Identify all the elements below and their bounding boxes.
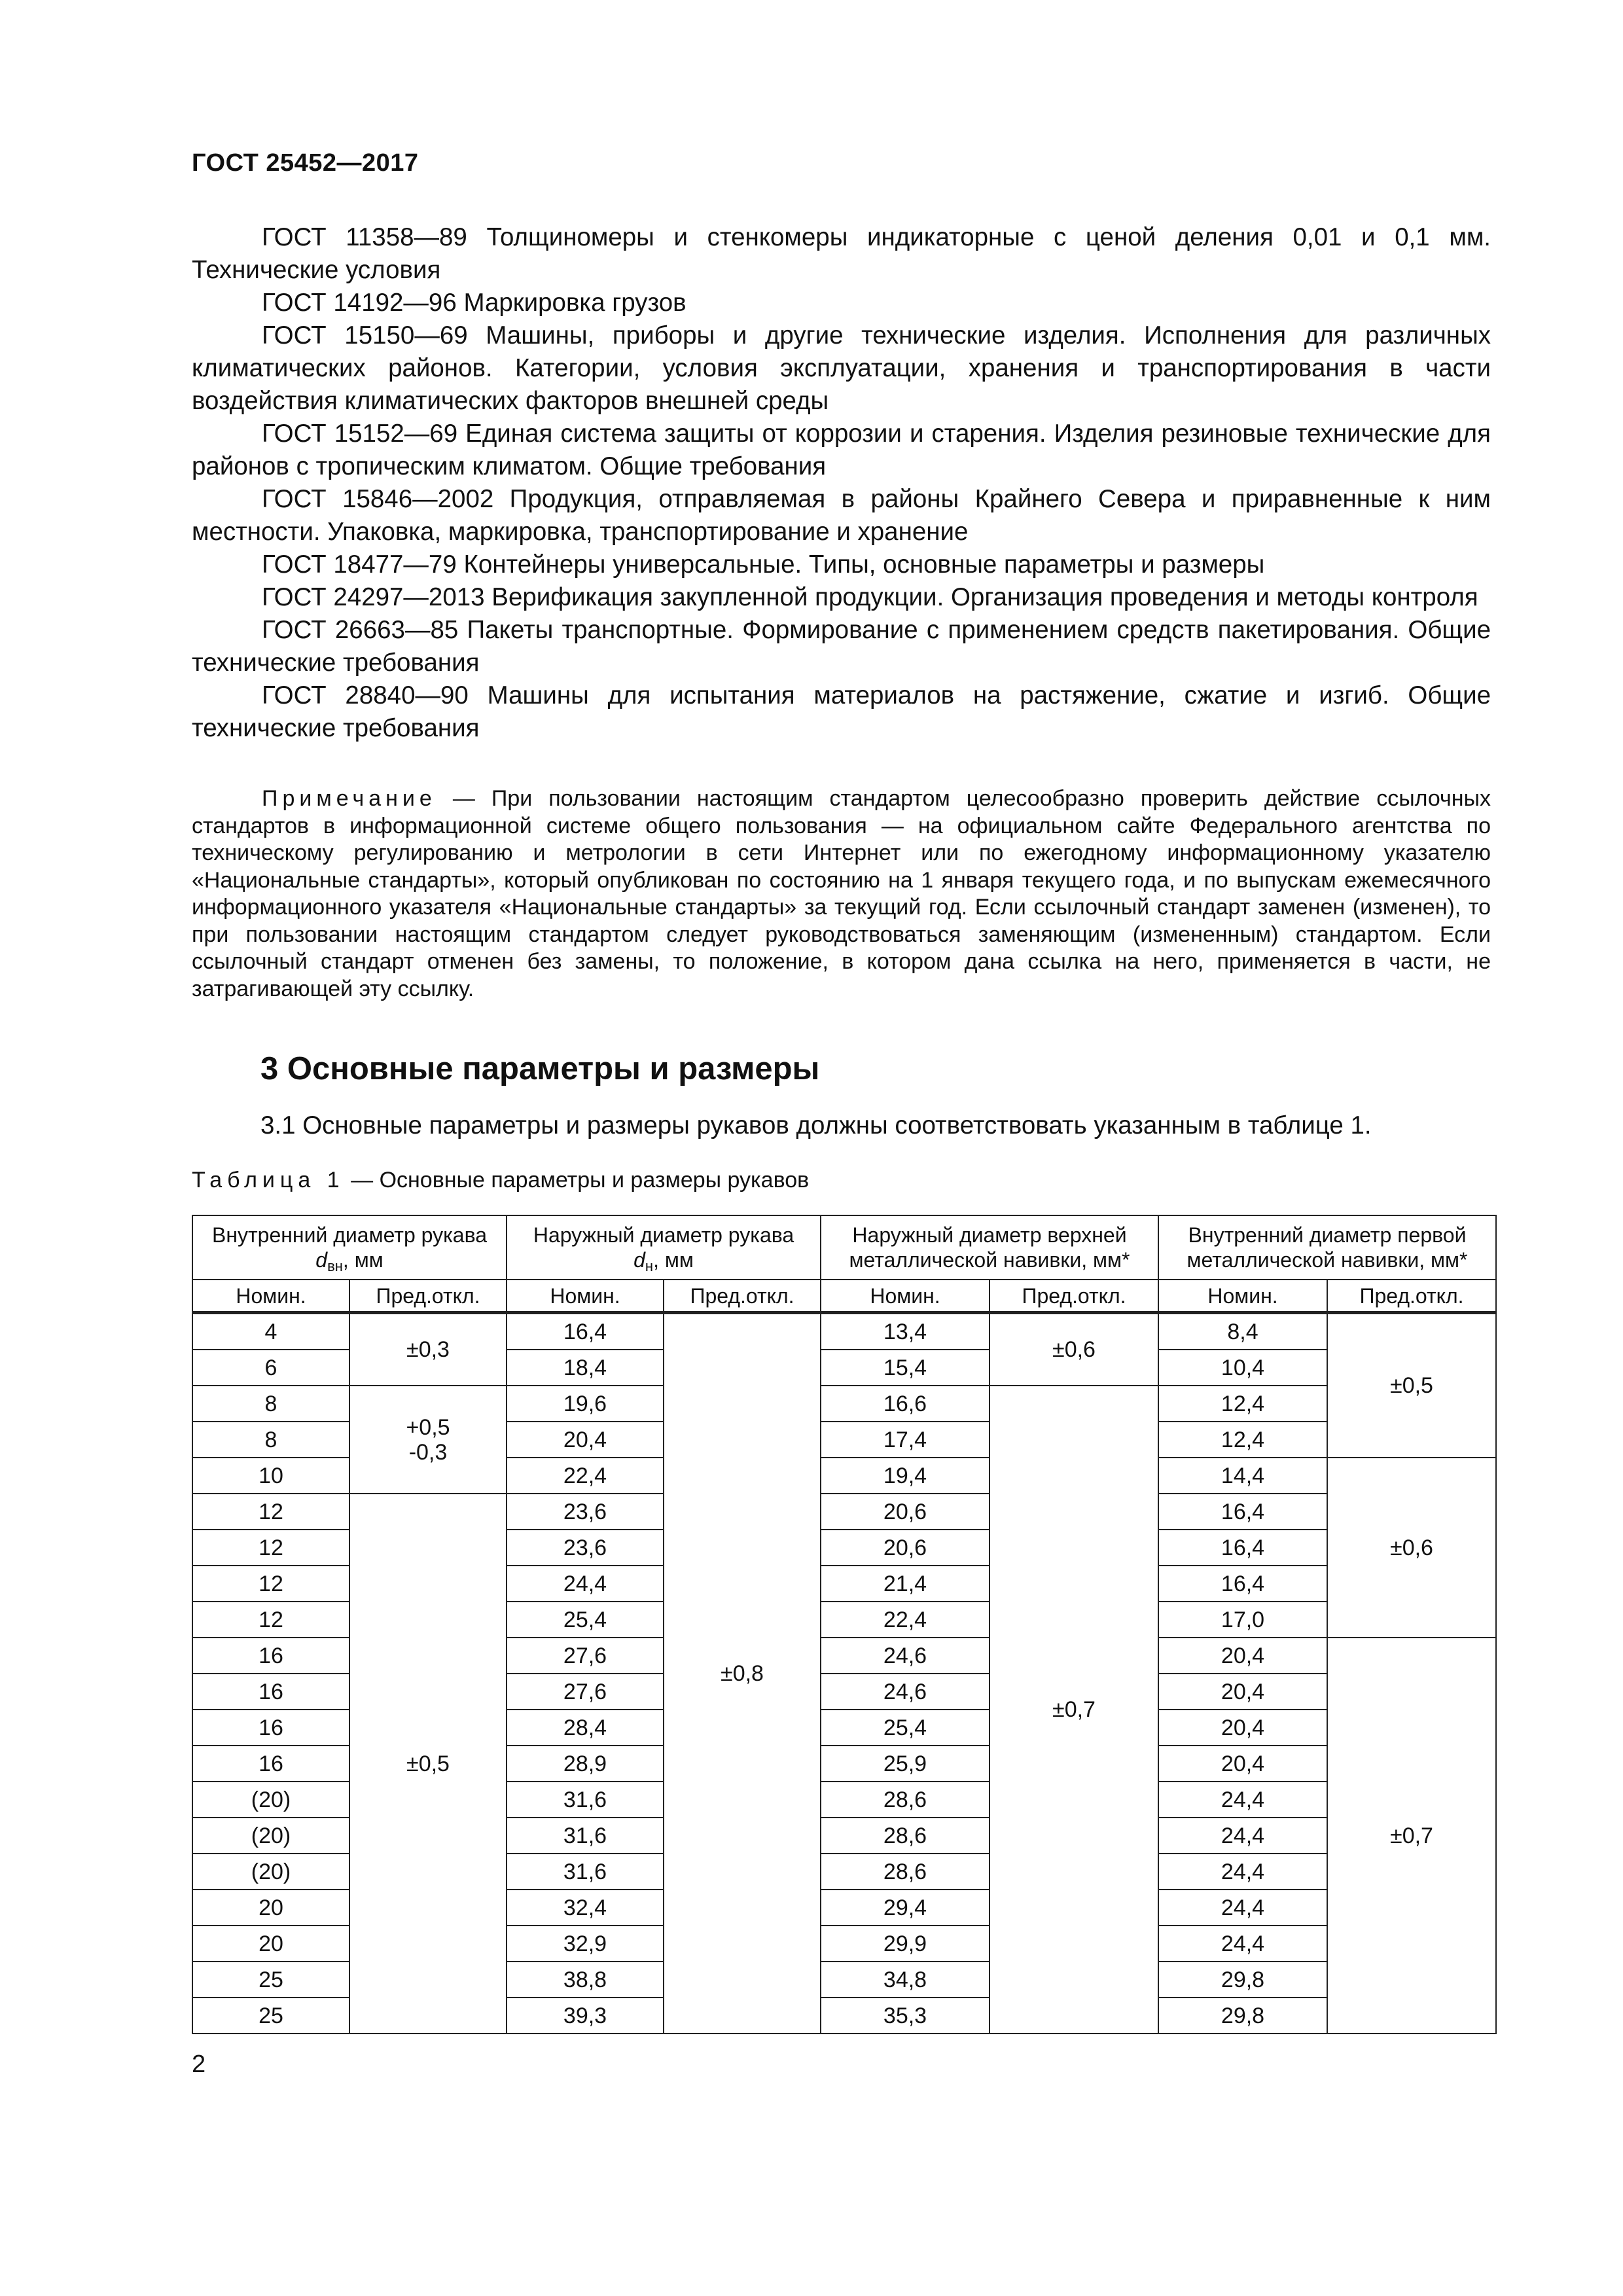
inner-diameter-nominal-cell: 20 xyxy=(192,1890,349,1926)
outer-diameter-nominal-cell: 16,4 xyxy=(507,1313,664,1350)
reference-item: ГОСТ 15150—69 Машины, приборы и другие технические изделия. Исполнения для различных климатических районов. Категории, условия эксплуатации, хранения и транспортирования в части воздействия климатических факторов внешней среды xyxy=(192,321,1491,415)
top-winding-nominal-cell: 13,4 xyxy=(821,1313,990,1350)
first-winding-nominal-cell: 29,8 xyxy=(1158,1962,1327,1998)
inner-diameter-nominal-cell: 20 xyxy=(192,1926,349,1962)
outer-diameter-nominal-cell: 28,4 xyxy=(507,1710,664,1746)
subheader-tolerance: Пред.откл. xyxy=(1327,1280,1496,1313)
reference-item: ГОСТ 24297—2013 Верификация закупленной продукции. Организация проведения и методы контроля xyxy=(262,583,1478,611)
outer-diameter-nominal-cell: 27,6 xyxy=(507,1674,664,1710)
outer-diameter-nominal-cell: 23,6 xyxy=(507,1530,664,1566)
inner-diameter-nominal-cell: 12 xyxy=(192,1494,349,1530)
subheader-nominal: Номин. xyxy=(507,1280,664,1313)
outer-diameter-nominal-cell: 27,6 xyxy=(507,1638,664,1674)
top-winding-nominal-cell: 19,4 xyxy=(821,1458,990,1494)
reference-item: ГОСТ 18477—79 Контейнеры универсальные. Типы, основные параметры и размеры xyxy=(262,550,1265,579)
first-winding-nominal-cell: 24,4 xyxy=(1158,1782,1327,1818)
tolerance-cell xyxy=(990,1313,1158,1386)
top-winding-nominal-cell: 28,6 xyxy=(821,1782,990,1818)
inner-diameter-nominal-cell: 4 xyxy=(192,1313,349,1350)
top-winding-nominal-cell: 15,4 xyxy=(821,1350,990,1386)
subheader-nominal: Номин. xyxy=(1158,1280,1327,1313)
inner-diameter-nominal-cell: 10 xyxy=(192,1458,349,1494)
page-number: 2 xyxy=(192,2051,206,2078)
first-winding-nominal-cell: 14,4 xyxy=(1158,1458,1327,1494)
inner-diameter-nominal-cell: 12 xyxy=(192,1566,349,1602)
first-winding-nominal-cell: 24,4 xyxy=(1158,1926,1327,1962)
reference-item: ГОСТ 26663—85 Пакеты транспортные. Формирование с применением средств пакетирования. Общие технические требования xyxy=(192,616,1491,677)
document-header: ГОСТ 25452—2017 xyxy=(192,149,419,177)
header-outer-diameter-hose: Наружный диаметр рукава $d_н$, мм xyxy=(507,1215,821,1280)
table-row xyxy=(192,1386,1496,1422)
outer-diameter-nominal-cell: 28,9 xyxy=(507,1746,664,1782)
outer-diameter-nominal-cell: 25,4 xyxy=(507,1602,664,1638)
reference-item: ГОСТ 14192—96 Маркировка грузов xyxy=(262,289,687,317)
table-row xyxy=(192,1494,1496,1530)
outer-diameter-nominal-cell: 23,6 xyxy=(507,1494,664,1530)
outer-diameter-nominal-cell: 31,6 xyxy=(507,1854,664,1890)
subheader-tolerance: Пред.откл. xyxy=(990,1280,1158,1313)
outer-diameter-nominal-cell: 18,4 xyxy=(507,1350,664,1386)
table-row xyxy=(192,1313,1496,1350)
table-caption xyxy=(192,1168,809,1193)
first-winding-nominal-cell: 12,4 xyxy=(1158,1422,1327,1458)
inner-diameter-nominal-cell: 16 xyxy=(192,1710,349,1746)
top-winding-nominal-cell: 24,6 xyxy=(821,1638,990,1674)
outer-diameter-nominal-cell: 22,4 xyxy=(507,1458,664,1494)
parameters-table xyxy=(192,1215,1497,2034)
first-winding-nominal-cell: 10,4 xyxy=(1158,1350,1327,1386)
tolerance-value: ±0,8 xyxy=(721,1661,764,1686)
tolerance-cell xyxy=(349,1313,507,1386)
first-winding-nominal-cell: 20,4 xyxy=(1158,1746,1327,1782)
tolerance-value: -0,3 xyxy=(408,1439,448,1465)
reference-item: ГОСТ 11358—89 Толщиномеры и стенкомеры индикаторные с ценой деления 0,01 и 0,1 мм. Технические условия xyxy=(192,223,1491,284)
outer-diameter-nominal-cell: 31,6 xyxy=(507,1818,664,1854)
top-winding-nominal-cell: 35,3 xyxy=(821,1998,990,2034)
first-winding-nominal-cell: 12,4 xyxy=(1158,1386,1327,1422)
top-winding-nominal-cell: 24,6 xyxy=(821,1674,990,1710)
tolerance-value: ±0,7 xyxy=(1052,1697,1096,1722)
inner-diameter-nominal-cell: (20) xyxy=(192,1782,349,1818)
reference-item: ГОСТ 15846—2002 Продукция, отправляемая в районы Крайнего Севера и приравненные к ним местности. Упаковка, маркировка, транспортирование и хранение xyxy=(192,485,1491,546)
subheader-tolerance: Пред.откл. xyxy=(664,1280,821,1313)
outer-diameter-nominal-cell: 19,6 xyxy=(507,1386,664,1422)
top-winding-nominal-cell: 25,4 xyxy=(821,1710,990,1746)
top-winding-nominal-cell: 16,6 xyxy=(821,1386,990,1422)
note-paragraph xyxy=(192,785,1491,1003)
first-winding-nominal-cell: 20,4 xyxy=(1158,1638,1327,1674)
tolerance-cell xyxy=(1327,1313,1496,1458)
outer-diameter-nominal-cell: 32,4 xyxy=(507,1890,664,1926)
tolerance-value: ±0,6 xyxy=(1052,1337,1096,1362)
section-title: 3 Основные параметры и размеры xyxy=(260,1051,820,1086)
tolerance-cell xyxy=(990,1386,1158,2034)
tolerance-cell xyxy=(664,1313,821,2034)
inner-diameter-nominal-cell: 16 xyxy=(192,1638,349,1674)
subheader-nominal: Номин. xyxy=(192,1280,349,1313)
tolerance-value: ±0,7 xyxy=(1390,1823,1433,1848)
tolerance-value: ±0,5 xyxy=(1390,1373,1433,1398)
reference-list xyxy=(192,221,1491,745)
first-winding-nominal-cell: 24,4 xyxy=(1158,1854,1327,1890)
inner-diameter-nominal-cell: (20) xyxy=(192,1818,349,1854)
note-block xyxy=(192,785,1491,1003)
tolerance-cell xyxy=(1327,1458,1496,1638)
outer-diameter-nominal-cell: 24,4 xyxy=(507,1566,664,1602)
first-winding-nominal-cell: 24,4 xyxy=(1158,1818,1327,1854)
outer-diameter-nominal-cell: 39,3 xyxy=(507,1998,664,2034)
first-winding-nominal-cell: 29,8 xyxy=(1158,1998,1327,2034)
top-winding-nominal-cell: 17,4 xyxy=(821,1422,990,1458)
inner-diameter-nominal-cell: 8 xyxy=(192,1422,349,1458)
note-text: — При пользовании настоящим стандартом целесообразно проверить действие ссылочных стандартов в информационной системе общего пользования — на официальном сайте Федерального агентства по техническому регулированию и метрологии в сети Интернет или по ежегодному информационному указателю «Национальные стандарты», который опубликован по состоянию на 1 января текущего года, и по выпускам ежемесячного информационного указателя «Национальные стандарты» за текущий год. Если ссылочный стандарт заменен (изменен), то при пользовании настоящим стандартом следует руководствоваться заменяющим (измененным) стандартом. Если ссылочный стандарт отменен без замены, то положение, в котором дана ссылка на него, применяется в части, не затрагивающей эту ссылку. xyxy=(192,786,1491,1001)
inner-diameter-nominal-cell: 8 xyxy=(192,1386,349,1422)
inner-diameter-nominal-cell: 6 xyxy=(192,1350,349,1386)
outer-diameter-nominal-cell: 32,9 xyxy=(507,1926,664,1962)
outer-diameter-nominal-cell: 20,4 xyxy=(507,1422,664,1458)
tolerance-cell xyxy=(349,1386,507,1494)
inner-diameter-nominal-cell: 25 xyxy=(192,1998,349,2034)
table-caption-label: Таблица 1 xyxy=(192,1168,345,1193)
tolerance-cell xyxy=(349,1494,507,2034)
first-winding-nominal-cell: 8,4 xyxy=(1158,1313,1327,1350)
first-winding-nominal-cell: 16,4 xyxy=(1158,1530,1327,1566)
header-outer-diameter-top-winding: Наружный диаметр верхней металлической навивки, мм* xyxy=(821,1215,1158,1280)
top-winding-nominal-cell: 29,9 xyxy=(821,1926,990,1962)
table-caption-text: — Основные параметры и размеры рукавов xyxy=(344,1168,810,1193)
outer-diameter-nominal-cell: 31,6 xyxy=(507,1782,664,1818)
inner-diameter-nominal-cell: 16 xyxy=(192,1674,349,1710)
top-winding-nominal-cell: 29,4 xyxy=(821,1890,990,1926)
top-winding-nominal-cell: 28,6 xyxy=(821,1818,990,1854)
first-winding-nominal-cell: 16,4 xyxy=(1158,1566,1327,1602)
subheader-tolerance: Пред.откл. xyxy=(349,1280,507,1313)
inner-diameter-nominal-cell: 12 xyxy=(192,1530,349,1566)
first-winding-nominal-cell: 24,4 xyxy=(1158,1890,1327,1926)
tolerance-cell xyxy=(1327,1638,1496,2034)
first-winding-nominal-cell: 20,4 xyxy=(1158,1710,1327,1746)
top-winding-nominal-cell: 22,4 xyxy=(821,1602,990,1638)
top-winding-nominal-cell: 21,4 xyxy=(821,1566,990,1602)
first-winding-nominal-cell: 20,4 xyxy=(1158,1674,1327,1710)
inner-diameter-nominal-cell: 25 xyxy=(192,1962,349,1998)
outer-diameter-nominal-cell: 38,8 xyxy=(507,1962,664,1998)
top-winding-nominal-cell: 20,6 xyxy=(821,1530,990,1566)
table-body xyxy=(192,1313,1496,2034)
inner-diameter-nominal-cell: (20) xyxy=(192,1854,349,1890)
first-winding-nominal-cell: 17,0 xyxy=(1158,1602,1327,1638)
first-winding-nominal-cell: 16,4 xyxy=(1158,1494,1327,1530)
tolerance-value: ±0,5 xyxy=(406,1751,450,1776)
tolerance-value: ±0,3 xyxy=(406,1337,450,1362)
top-winding-nominal-cell: 20,6 xyxy=(821,1494,990,1530)
note-label: Примечание xyxy=(262,786,437,811)
inner-diameter-nominal-cell: 12 xyxy=(192,1602,349,1638)
top-winding-nominal-cell: 25,9 xyxy=(821,1746,990,1782)
tolerance-value: +0,5 xyxy=(406,1414,450,1440)
header-inner-diameter-first-winding: Внутренний диаметр первой металлической навивки, мм* xyxy=(1158,1215,1496,1280)
inner-diameter-nominal-cell: 16 xyxy=(192,1746,349,1782)
top-winding-nominal-cell: 34,8 xyxy=(821,1962,990,1998)
subheader-nominal: Номин. xyxy=(821,1280,990,1313)
clause-text: 3.1 Основные параметры и размеры рукавов должны соответствовать указанным в таблице 1. xyxy=(260,1111,1372,1139)
reference-item: ГОСТ 15152—69 Единая система защиты от коррозии и старения. Изделия резиновые технические для районов с тропическим климатом. Общие требования xyxy=(192,420,1491,480)
top-winding-nominal-cell: 28,6 xyxy=(821,1854,990,1890)
reference-item: ГОСТ 28840—90 Машины для испытания материалов на растяжение, сжатие и изгиб. Общие технические требования xyxy=(192,681,1491,742)
header-inner-diameter-hose: Внутренний диаметр рукава $d_{вн}$, мм xyxy=(192,1215,507,1280)
tolerance-value: ±0,6 xyxy=(1390,1535,1433,1560)
